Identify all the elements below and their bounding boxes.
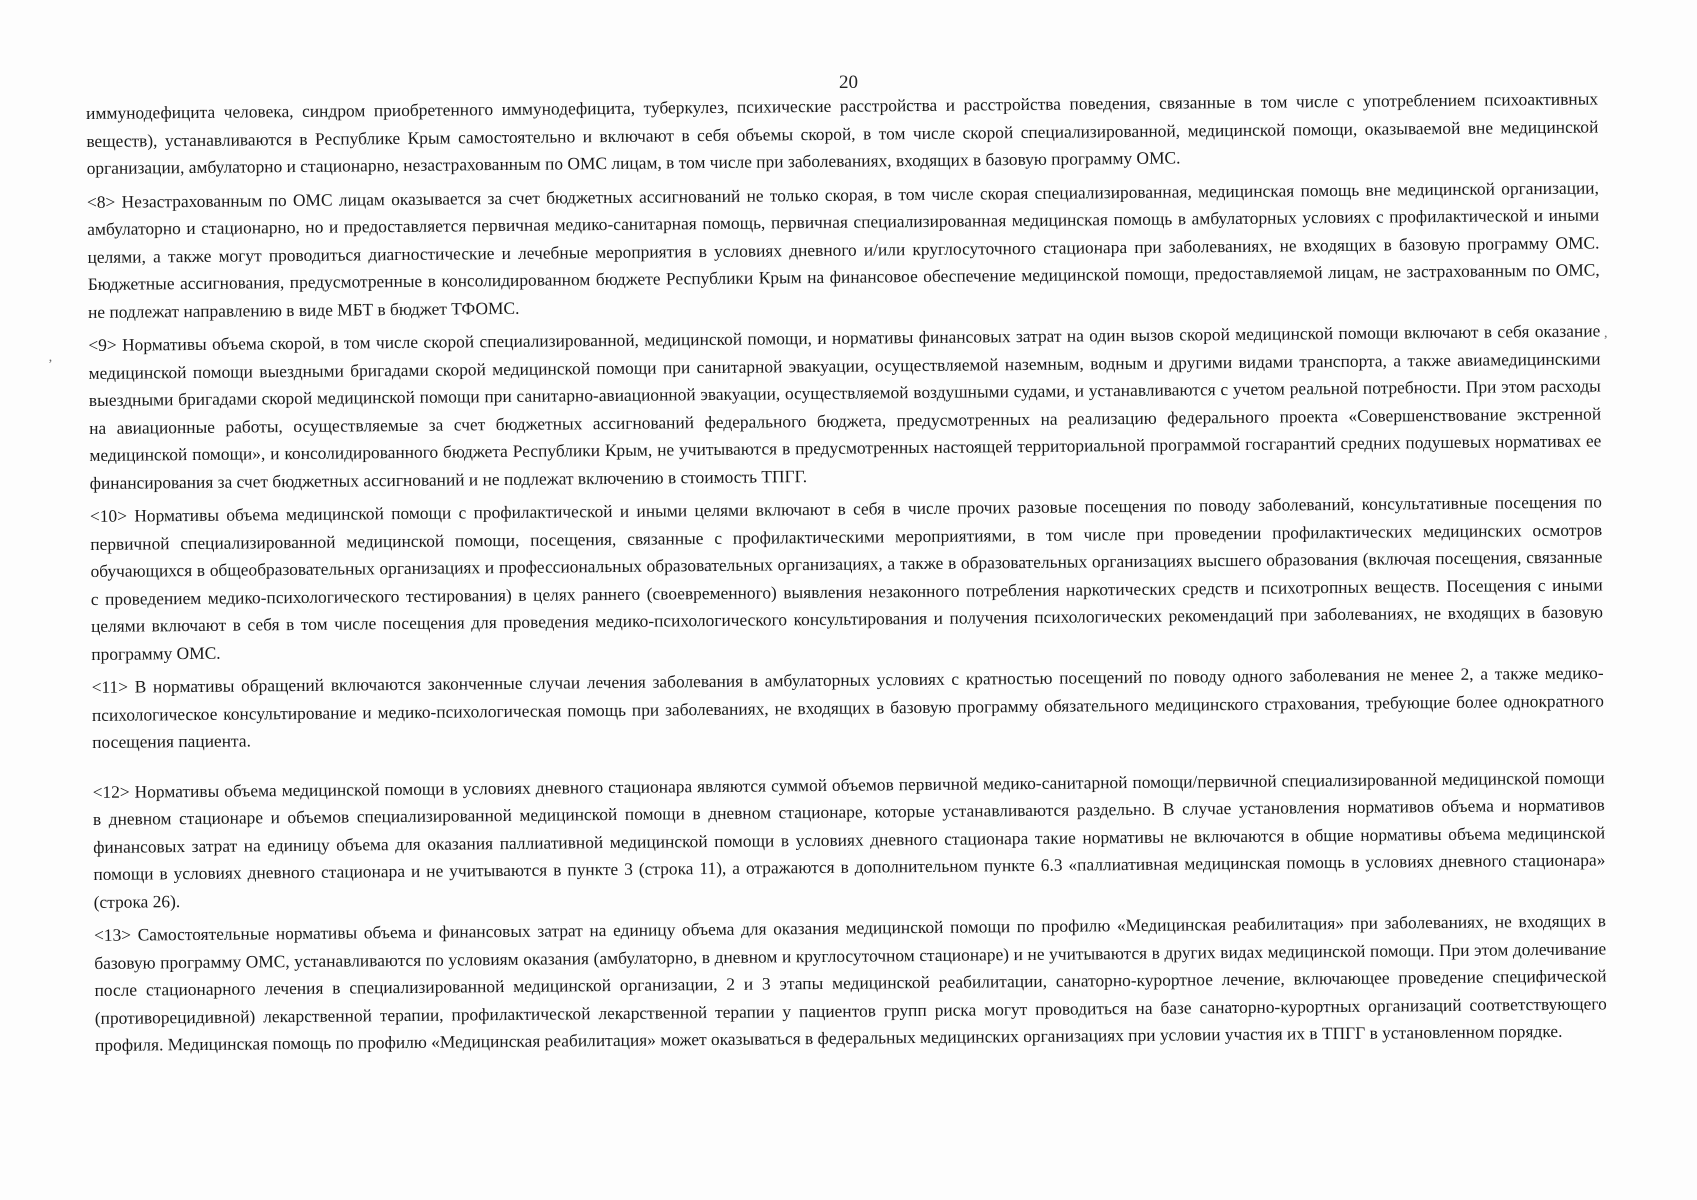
paragraph-footnote-9: <9> Нормативы объема скорой, в том числе скорой специализированной, медицинской помощи, и нормативы финансовых затрат на один вызов скорой медицинской помощи включают в себя оказание медицинской помощи выездными бригадами скорой медицинской помощи при санитарной эвакуации, осуществляемой наземным, водным и другими видами транспорта, а также авиамедицинскими выездными бригадами скорой медицинской помощи при санитарно-авиационной эвакуации, осуществляемой воздушными судами, и устанавливаются с учетом реальной потребности. При этом расходы на авиационные работы, осуществляемые за счет бюджетных ассигнований федерального бюджета, предусмотренных на реализацию федерального проекта «Совершенствование экстренной медицинской помощи», и консолидированного бюджета Республики Крым, не учитываются в предусмотренных настоящей территориальной программой госгарантий средних подушевых нормативах ее финансирования за счет бюджетных ассигнований и не подлежат включению в стоимость ТПГГ. xyxy=(88,320,1602,493)
document-body xyxy=(86,85,1607,1059)
paragraph-footnote-12: <12> Нормативы объема медицинской помощи в условиях дневного стационара являются суммой объемов первичной медико-санитарной помощи/первичной специализированной медицинской помощи в дневном стационаре и объемов специализированной медицинской помощи в дневном стационаре, которые устанавливаются раздельно. В случае установления нормативов объема и нормативов финансовых затрат на единицу объема для оказания паллиативной медицинской помощи в условиях дневного стационара такие нормативы не включаются в общие нормативы объема медицинской помощи в условиях дневного стационара и не учитываются в пункте 3 (строка 11), а отражаются в дополнительном пункте 6.3 «паллиативная медицинская помощь в условиях дневного стационара» (строка 26). xyxy=(92,766,1606,912)
scan-artifact-mark: , xyxy=(1604,326,1608,341)
paragraph-footnote-continuation: иммунодефицита человека, синдром приобретенного иммунодефицита, туберкулез, психические расстройства и расстройства поведения, связанные в том числе с употреблением психоактивных веществ), устанавливаются в Республике Крым самостоятельно и включают в себя объемы скорой, в том числе скорой специализированной, медицинской помощи, оказываемой вне медицинской организации, амбулаторно и стационарно, незастрахованным по ОМС лицам, в том числе при заболеваниях, входящих в базовую программу ОМС. xyxy=(86,88,1599,178)
paragraph-footnote-11: <11> В нормативы обращений включаются законченные случаи лечения заболевания в амбулаторных условиях с кратностью посещений по поводу одного заболевания не менее 2, а также медико-психологическое консультирование и медико-психологическая помощь при заболеваниях, не входящих в базовую программу обязательного медицинского страхования, требующие более однократного посещения пациента. xyxy=(91,662,1604,752)
paragraph-footnote-10: <10> Нормативы объема медицинской помощи с профилактической и иными целями включают в себя в числе прочих разовые посещения по поводу заболеваний, консультативные посещения по первичной специализированной медицинской помощи, посещения, связанные с профилактическими мероприятиями, в том числе при проведении профилактических медицинских осмотров обучающихся в общеобразовательных организациях и профессиональных образовательных организациях, а также в образовательных организациях высшего образования (включая посещения, связанные с проведением медико-психологического тестирования) в целях раннего (своевременного) выявления незаконного потребления наркотических средств и психотропных веществ. Посещения с иными целями включают в себя в том числе посещения для проведения медико-психологического консультирования и получения психологических рекомендаций при заболеваниях, не входящих в базовую программу ОМС. xyxy=(89,491,1604,664)
paragraph-footnote-8: <8> Незастрахованным по ОМС лицам оказывается за счет бюджетных ассигнований не только скорая, в том числе скорая специализированная, медицинская помощь вне медицинской организации, амбулаторно и стационарно, но и предоставляется первичная медико-санитарная помощь, первичная специализированная медицинская помощь в амбулаторных условиях с профилактической и иными целями, а также могут проводиться диагностические и лечебные мероприятия в условиях дневного и/или круглосуточного стационара при заболеваниях, не входящих в базовую программу ОМС. Бюджетные ассигнования, предусмотренные в консолидированном бюджете Республики Крым на финансовое обеспечение медицинской помощи, предоставляемой лицам, не застрахованным по ОМС, не подлежат направлению в виде МБТ в бюджет ТФОМС. xyxy=(86,176,1600,322)
page-number: 20 xyxy=(839,72,858,93)
paragraph-footnote-13: <13> Самостоятельные нормативы объема и финансовых затрат на единицу объема для оказания медицинской помощи по профилю «Медицинская реабилитация» при заболеваниях, не входящих в базовую программу ОМС, устанавливаются по условиям оказания (амбулаторно, в дневном и круглосуточном стационаре) и не учитываются в других видах медицинской помощи. При этом долечивание после стационарного лечения в специализированной медицинской организации, 2 и 3 этапы медицинской реабилитации, санаторно-курортное лечение, включающее проведение специфической (противорецидивной) лекарственной терапии, профилактической лекарственной терапии у пациентов групп риска могут проводиться на базе санаторно-курортных организаций соответствующего профиля. Медицинская помощь по профилю «Медицинская реабилитация» может оказываться в федеральных медицинских организациях при условии участия их в ТПГГ в установленном порядке. xyxy=(93,910,1607,1055)
scan-artifact-mark: ‚ xyxy=(48,350,53,365)
